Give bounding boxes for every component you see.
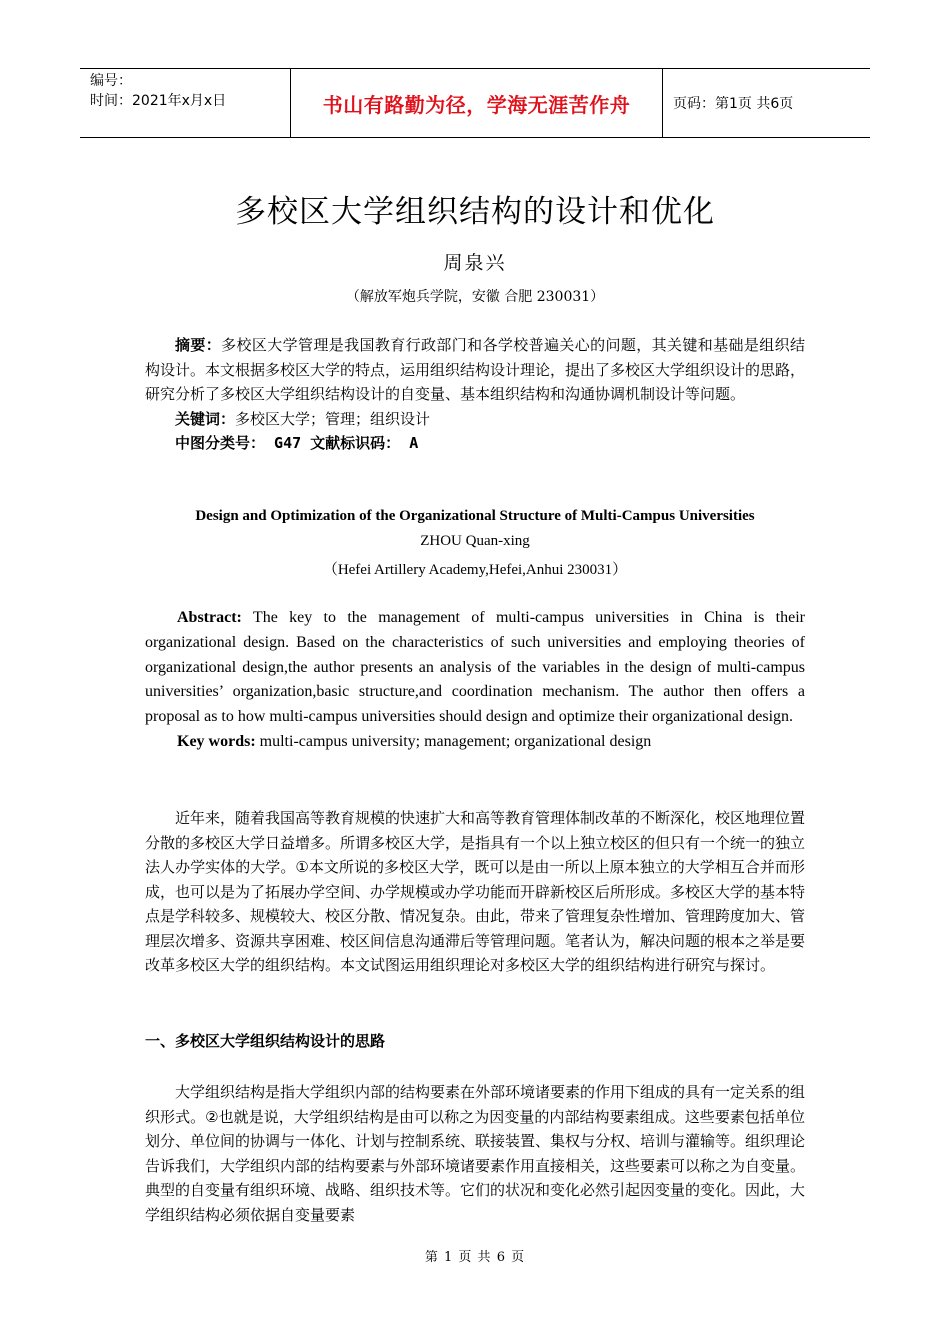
number-label: 编号： — [90, 73, 132, 89]
header-table — [80, 68, 870, 138]
classification: 中图分类号： G47 文献标识码： A — [175, 434, 419, 452]
abstract-cn-text: 多校区大学管理是我国教育行政部门和各学校普遍关心的问题，其关键和基础是组织结构设计。本文根据多校区大学的特点，运用组织结构设计理论，提出了多校区大学组织设计的思路，研究分析了多校区大学组织结构设计的自变量、基本组织结构和沟通协调机制设计等问题。 — [145, 336, 806, 403]
intro-paragraph: 近年来，随着我国高等教育规模的快速扩大和高等教育管理体制改革的不断深化，校区地理位置分散的多校区大学日益增多。所谓多校区大学，是指具有一个以上独立校区的但只有一个统一的独立法人办学实体的大学。①本文所说的多校区大学，既可以是由一所以上原本独立的大学相互合并而形成，也可以是为了拓展办学空间、办学规模或办学功能而开辟新校区后所形成。多校区大学的基本特点是学科较多、规模较大、校区分散、情况复杂。由此，带来了管理复杂性增加、管理跨度加大、管理层次增多、资源共享困难、校区间信息沟通滞后等管理问题。笔者认为，解决问题的根本之举是要改革多校区大学的组织结构。本文试图运用组织理论对多校区大学的组织结构进行研究与探讨。 — [145, 809, 806, 974]
affiliation: （解放军炮兵学院，安徽 合肥 230031） — [345, 289, 605, 305]
header-info-cell — [80, 69, 290, 137]
abstract-en-label: Abstract: — [177, 609, 242, 626]
keywords-cn: 关键词：多校区大学；管理；组织设计 — [175, 409, 431, 428]
english-affiliation: （Hefei Artillery Academy,Hefei,Anhui 230031） — [322, 562, 628, 578]
section-heading: 一、多校区大学组织结构设计的思路 — [145, 1032, 386, 1050]
author: 周泉兴 — [443, 252, 507, 274]
page-footer: 第 1 页 共 6 页 — [424, 1250, 526, 1265]
page-title: 多校区大学组织结构的设计和优化 — [235, 194, 715, 230]
section-paragraph: 大学组织结构是指大学组织内部的结构要素在外部环境诸要素的作用下组成的具有一定关系的组织形式。②也就是说，大学组织结构是由可以称之为因变量的内部结构要素组成。这些要素包括单位划分、单位间的协调与一体化、计划与控制系统、联接装置、集权与分权、培训与灌输等。组织理论告诉我们，大学组织内部的结构要素与外部环境诸要素作用直接相关，这些要素可以称之为自变量。典型的自变量有组织环境、战略、组织技术等。它们的状况和变化必然引起因变量的变化。因此，大学组织结构必须依据自变量要素 — [145, 1083, 806, 1224]
motto: 书山有路勤为径，学海无涯苦作舟 — [290, 69, 663, 137]
abstract-cn — [145, 333, 805, 456]
keywords-en: Key words: multi-campus university; management; organizational design — [177, 732, 652, 750]
english-author: ZHOU Quan-xing — [420, 533, 530, 549]
abstract-en — [145, 606, 805, 755]
abstract-cn-label: 摘要： — [175, 336, 222, 354]
abstract-en-text: The key to the management of multi-campus universities in China is their organizational design. Based on the characteristics of such universities and employing theories of organizational design,the author presents an analysis of the variables in the design of multi-campus universities’ organization,basic structure,and coordination mechanism. The author then offers a proposal as to how multi-campus universities should design and optimize their organizational design. — [145, 609, 805, 726]
date-label: 时间：2021年x月x日 — [90, 93, 227, 109]
page-label: 页码：第1页 共6页 — [673, 96, 794, 112]
english-title: Design and Optimization of the Organizational Structure of Multi-Campus Universities — [195, 508, 755, 524]
